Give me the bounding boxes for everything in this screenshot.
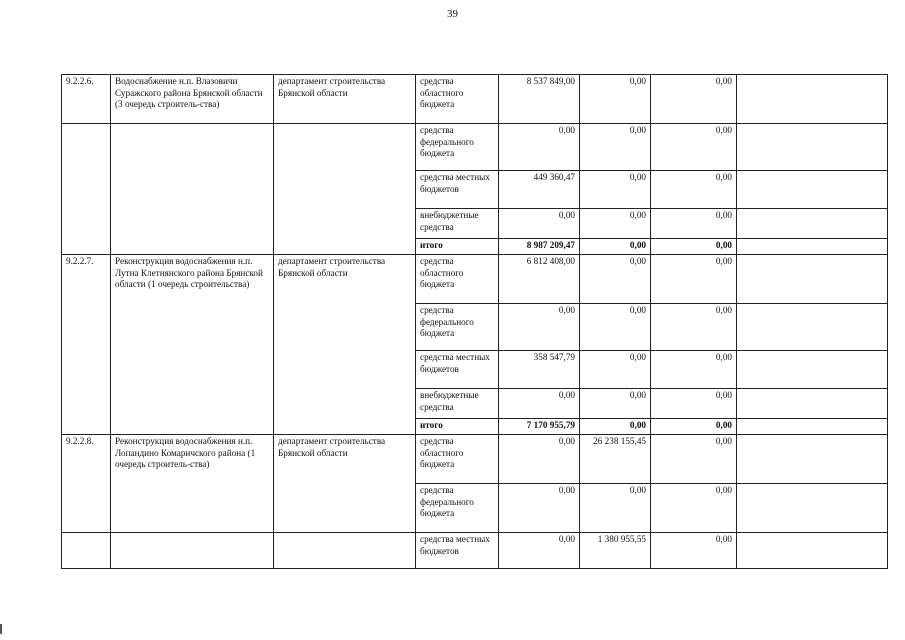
empty-cell bbox=[737, 304, 888, 351]
amount-2: 0,00 bbox=[580, 124, 651, 171]
funding-source: средства федерального бюджета bbox=[416, 484, 499, 533]
page-number: 39 bbox=[447, 8, 458, 20]
table-row bbox=[62, 75, 888, 124]
funding-source: средства областного бюджета bbox=[416, 435, 499, 484]
funding-source: средства местных бюджетов bbox=[416, 351, 499, 389]
total-label: итого bbox=[416, 239, 499, 255]
project-code: 9.2.2.7. bbox=[62, 255, 111, 435]
amount-3: 0,00 bbox=[651, 209, 737, 239]
amount-3: 0,00 bbox=[651, 124, 737, 171]
table-row bbox=[62, 255, 888, 304]
amount-3: 0,00 bbox=[651, 389, 737, 419]
amount-2: 0,00 bbox=[580, 209, 651, 239]
empty-cell bbox=[62, 533, 111, 569]
amount-1: 0,00 bbox=[499, 124, 580, 171]
empty-cell bbox=[737, 484, 888, 533]
amount-1: 0,00 bbox=[499, 389, 580, 419]
amount-2: 0,00 bbox=[580, 255, 651, 304]
amount-3: 0,00 bbox=[651, 351, 737, 389]
total-amount-2: 0,00 bbox=[580, 239, 651, 255]
funding-source: средства федерального бюджета bbox=[416, 304, 499, 351]
project-executor: департамент строительства Брянской области bbox=[274, 75, 416, 124]
amount-3: 0,00 bbox=[651, 171, 737, 209]
empty-cell bbox=[274, 124, 416, 255]
amount-1: 449 360,47 bbox=[499, 171, 580, 209]
amount-1: 0,00 bbox=[499, 435, 580, 484]
funding-source: внебюджетные средства bbox=[416, 209, 499, 239]
amount-2: 0,00 bbox=[580, 389, 651, 419]
funding-source: средства федерального бюджета bbox=[416, 124, 499, 171]
funding-source: средства областного бюджета bbox=[416, 255, 499, 304]
project-name: Реконструкция водоснабжения н.п. Лопандино Комаричского района (1 очередь строитель-ства) bbox=[111, 435, 274, 533]
amount-3: 0,00 bbox=[651, 75, 737, 124]
amount-2: 0,00 bbox=[580, 171, 651, 209]
total-amount-3: 0,00 bbox=[651, 239, 737, 255]
funding-source: средства областного бюджета bbox=[416, 75, 499, 124]
table-row bbox=[62, 435, 888, 484]
amount-3: 0,00 bbox=[651, 484, 737, 533]
amount-2: 0,00 bbox=[580, 304, 651, 351]
amount-2: 0,00 bbox=[580, 484, 651, 533]
budget-table bbox=[61, 74, 888, 569]
empty-cell bbox=[737, 255, 888, 304]
empty-cell bbox=[62, 124, 111, 255]
project-executor: департамент строительства Брянской области bbox=[274, 255, 416, 435]
table-row bbox=[62, 124, 888, 171]
amount-1: 6 812 408,00 bbox=[499, 255, 580, 304]
empty-cell bbox=[737, 209, 888, 239]
empty-cell bbox=[737, 389, 888, 419]
total-amount-3: 0,00 bbox=[651, 419, 737, 435]
empty-cell bbox=[737, 435, 888, 484]
amount-1: 8 537 849,00 bbox=[499, 75, 580, 124]
project-code: 9.2.2.6. bbox=[62, 75, 111, 124]
amount-3: 0,00 bbox=[651, 435, 737, 484]
total-label: итого bbox=[416, 419, 499, 435]
amount-2: 0,00 bbox=[580, 75, 651, 124]
funding-source: внебюджетные средства bbox=[416, 389, 499, 419]
empty-cell bbox=[737, 533, 888, 569]
amount-3: 0,00 bbox=[651, 533, 737, 569]
empty-cell bbox=[737, 171, 888, 209]
empty-cell bbox=[274, 533, 416, 569]
amount-1: 0,00 bbox=[499, 484, 580, 533]
table-row bbox=[62, 533, 888, 569]
empty-cell bbox=[111, 124, 274, 255]
funding-source: средства местных бюджетов bbox=[416, 171, 499, 209]
empty-cell bbox=[737, 351, 888, 389]
amount-2: 1 380 955,55 bbox=[580, 533, 651, 569]
amount-1: 0,00 bbox=[499, 209, 580, 239]
amount-1: 0,00 bbox=[499, 304, 580, 351]
funding-source: средства местных бюджетов bbox=[416, 533, 499, 569]
project-name: Реконструкция водоснабжения н.п. Лутна Клетнянского района Брянской области (1 очередь строительства) bbox=[111, 255, 274, 435]
empty-cell bbox=[111, 533, 274, 569]
amount-1: 358 547,79 bbox=[499, 351, 580, 389]
total-amount-1: 7 170 955,79 bbox=[499, 419, 580, 435]
empty-cell bbox=[737, 75, 888, 124]
empty-cell bbox=[737, 239, 888, 255]
amount-1: 0,00 bbox=[499, 533, 580, 569]
amount-3: 0,00 bbox=[651, 304, 737, 351]
scan-edge-mark bbox=[0, 624, 2, 634]
project-executor: департамент строительства Брянской области bbox=[274, 435, 416, 533]
empty-cell bbox=[737, 124, 888, 171]
amount-2: 0,00 bbox=[580, 351, 651, 389]
amount-3: 0,00 bbox=[651, 255, 737, 304]
project-code: 9.2.2.8. bbox=[62, 435, 111, 533]
total-amount-2: 0,00 bbox=[580, 419, 651, 435]
empty-cell bbox=[737, 419, 888, 435]
amount-2: 26 238 155,45 bbox=[580, 435, 651, 484]
project-name: Водоснабжение н.п. Влазовичи Суражского района Брянской области (3 очередь строитель-ства) bbox=[111, 75, 274, 124]
total-amount-1: 8 987 209,47 bbox=[499, 239, 580, 255]
